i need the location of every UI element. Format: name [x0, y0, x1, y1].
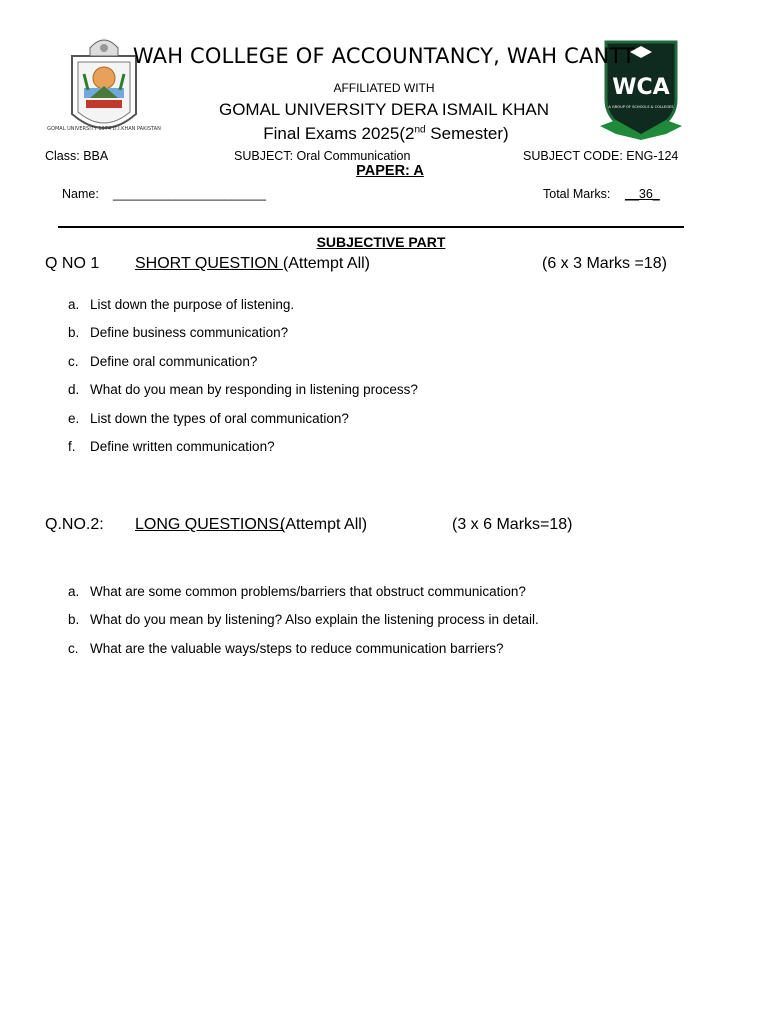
class-label: Class: BBA — [45, 149, 109, 163]
wca-initials: WCA — [612, 75, 670, 100]
name-label: Name: — [62, 187, 99, 201]
item-text: What do you mean by responding in listening process? — [90, 382, 418, 397]
q2-number: Q.NO.2: — [45, 516, 104, 533]
paper-label: PAPER: A — [356, 163, 424, 179]
q1-title: SHORT QUESTION — [135, 255, 283, 272]
list-item — [68, 612, 539, 627]
subjective-part-heading: SUBJECTIVE PART — [316, 234, 446, 250]
item-letter: b. — [68, 325, 80, 340]
exam-suffix: Semester) — [425, 124, 509, 143]
subject-code: SUBJECT CODE: ENG-124 — [523, 149, 679, 163]
q1-number: Q NO 1 — [45, 255, 100, 272]
item-text: What are the valuable ways/steps to reduce communication barriers? — [90, 641, 504, 656]
q1-marks: (6 x 3 Marks =18) — [542, 255, 667, 272]
item-letter: c. — [68, 354, 79, 369]
list-item — [68, 439, 275, 454]
list-item — [68, 325, 288, 340]
university-name: GOMAL UNIVERSITY DERA ISMAIL KHAN — [218, 100, 549, 119]
item-text: Define written communication? — [90, 439, 275, 454]
item-letter: b. — [68, 612, 80, 627]
q2-marks: (3 x 6 Marks=18) — [452, 516, 573, 533]
item-text: What do you mean by listening? Also explain the listening process in detail. — [90, 612, 539, 627]
list-item — [68, 297, 294, 312]
total-marks-value: __36_ — [625, 187, 660, 201]
college-title: WAH COLLEGE OF ACCOUNTANCY, WAH CANTT — [132, 44, 636, 68]
total-marks-label: Total Marks: — [543, 187, 611, 201]
name-blank: ______________________ — [113, 187, 266, 201]
list-item — [68, 641, 503, 656]
item-letter: f. — [68, 439, 76, 454]
q1-heading — [135, 255, 370, 273]
wca-tagline: A GROUP OF SCHOOLS & COLLEGES — [608, 105, 674, 109]
item-letter: a. — [68, 584, 80, 599]
item-text: What are some common problems/barriers that obstruct communication? — [90, 584, 526, 599]
list-item — [68, 584, 526, 599]
item-text: List down the types of oral communication? — [90, 411, 349, 426]
item-text: List down the purpose of listening. — [90, 297, 295, 312]
exam-sup: nd — [414, 124, 426, 136]
exam-title — [0, 124, 772, 144]
list-item — [68, 382, 418, 397]
item-letter: d. — [68, 382, 80, 397]
item-text: Define oral communication? — [90, 354, 258, 369]
item-letter: e. — [68, 411, 80, 426]
left-logo-text: GOMAL UNIVERSITY 1974 D.I.KHAN PAKISTAN — [47, 126, 161, 132]
item-letter: a. — [68, 297, 80, 312]
q2-instruction: (Attempt All) — [280, 516, 368, 533]
subject-label: SUBJECT: Oral Communication — [234, 149, 411, 163]
item-text: Define business communication? — [90, 325, 289, 340]
divider-line — [58, 226, 684, 228]
exam-prefix: Final Exams 2025(2 — [263, 124, 415, 143]
q2-title: LONG QUESTIONS. — [135, 516, 284, 533]
list-item — [68, 411, 349, 426]
affiliated-with: AFFILIATED WITH — [333, 81, 435, 95]
item-letter: c. — [68, 641, 79, 656]
q1-instruction: (Attempt All) — [282, 255, 371, 272]
list-item — [68, 354, 257, 369]
